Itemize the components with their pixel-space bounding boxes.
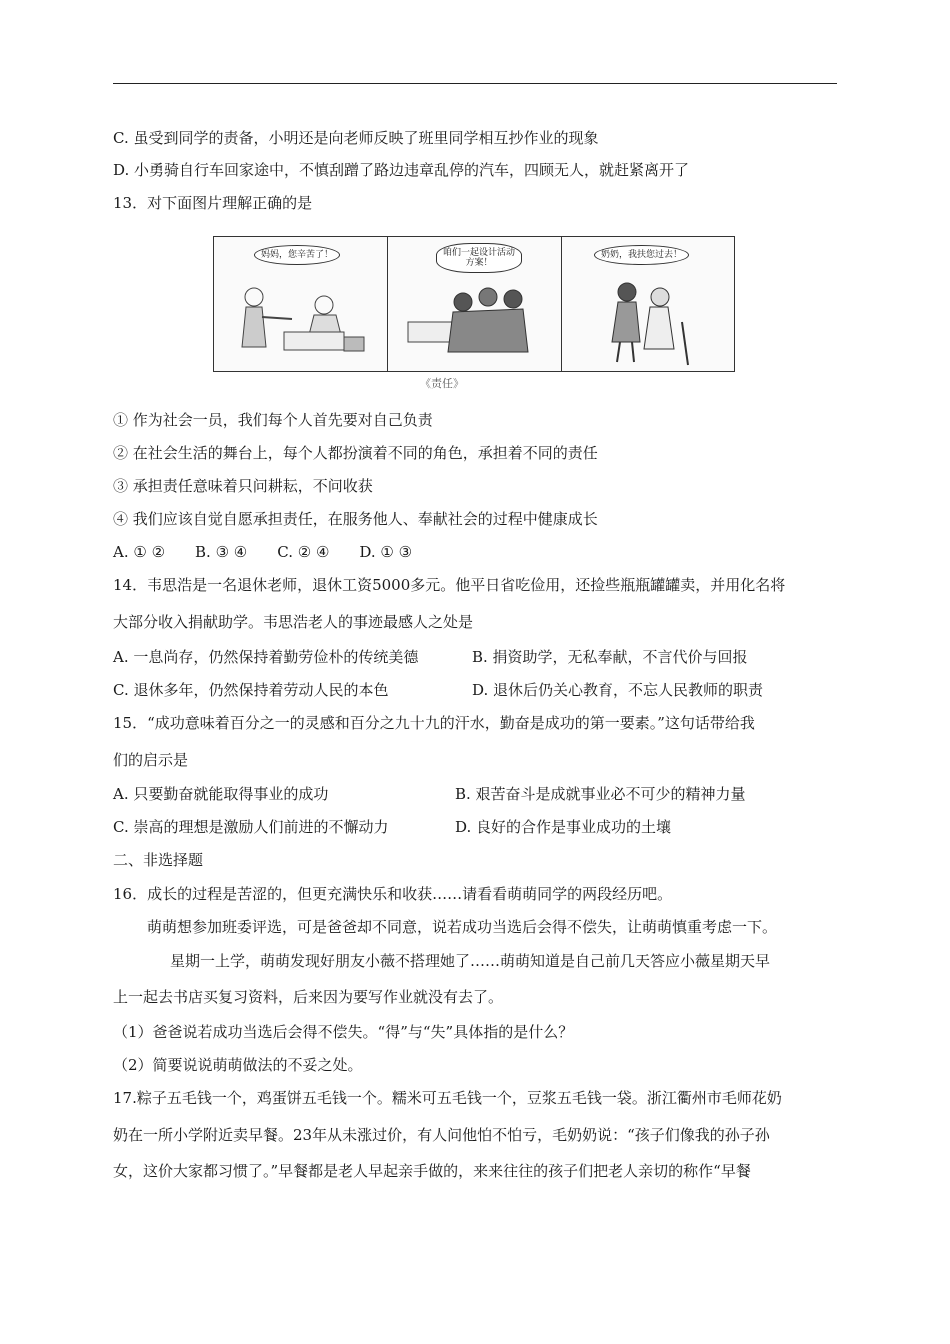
q15-stem-2: 们的启示是 [113,751,189,769]
q16-stem: 16．成长的过程是苦涩的，但更充满快乐和收获……请看看萌萌同学的两段经历吧。 [113,885,673,903]
q13-stem: 13．对下面图片理解正确的是 [113,194,313,212]
comic-drawing-2 [388,237,560,371]
statement-3: ③ 承担责任意味着只问耕耘，不问收获 [113,477,373,495]
q16-paragraph-2b: 上一起去书店买复习资料，后来因为要写作业就没有去了。 [113,988,504,1006]
q15-option-a: A. 只要勤奋就能取得事业的成功 [113,785,329,803]
q16-subquestion-1: （1）爸爸说若成功当选后会得不偿失。“得”与“失”具体指的是什么？ [113,1023,574,1041]
speech-bubble-3: 奶奶，我扶您过去！ [594,245,689,265]
speech-bubble-2: 咱们一起设计活动 方案！ [436,243,522,273]
statement-1: ① 作为社会一员，我们每个人首先要对自己负责 [113,411,433,429]
comic-panel-3 [562,237,734,371]
q14-option-a: A. 一息尚存，仍然保持着勤劳俭朴的传统美德 [113,648,419,666]
figure-caption: 《责任》 [420,377,464,390]
comic-panel-2 [388,237,562,371]
q17-line-1: 17.粽子五毛钱一个，鸡蛋饼五毛钱一个。糯米可五毛钱一个，豆浆五毛钱一袋。浙江衢州市毛师花奶 [113,1089,782,1107]
q14-option-d: D. 退休后仍关心教育，不忘人民教师的职责 [472,681,764,699]
comic-panel-1 [214,237,388,371]
statement-2: ② 在社会生活的舞台上，每个人都扮演着不同的角色，承担着不同的责任 [113,444,598,462]
q15-option-d: D. 良好的合作是事业成功的土壤 [455,818,672,836]
comic-figure [213,236,735,372]
q13-options: A. ① ② B. ③ ④ C. ② ④ D. ① ③ [113,543,413,561]
q12-option-d: D. 小勇骑自行车回家途中，不慎刮蹭了路边违章乱停的汽车，四顾无人，就赶紧离开了 [113,161,690,179]
q15-stem-1: 15．“成功意味着百分之一的灵感和百分之九十九的汗水，勤奋是成功的第一要素。”这句话带给我 [113,714,755,732]
q14-stem-2: 大部分收入捐献助学。韦思浩老人的事迹最感人之处是 [113,613,474,631]
header-rule [113,83,837,84]
statement-4: ④ 我们应该自觉自愿承担责任，在服务他人、奉献社会的过程中健康成长 [113,510,598,528]
q16-subquestion-2: （2）简要说说萌萌做法的不妥之处。 [113,1056,363,1074]
comic-drawing-1 [214,237,386,371]
q15-option-c: C. 崇高的理想是激励人们前进的不懈动力 [113,818,389,836]
q12-option-c: C. 虽受到同学的责备，小明还是向老师反映了班里同学相互抄作业的现象 [113,129,599,147]
q16-paragraph-1: 萌萌想参加班委评选，可是爸爸却不同意，说若成功当选后会得不偿失，让萌萌慎重考虑一下。 [147,918,778,936]
q14-option-c: C. 退休多年，仍然保持着劳动人民的本色 [113,681,389,699]
q15-option-b: B. 艰苦奋斗是成就事业必不可少的精神力量 [455,785,746,803]
section-heading: 二、非选择题 [113,851,204,869]
comic-drawing-3 [562,237,734,371]
q17-line-3: 女，这价大家都习惯了。”早餐都是老人早起亲手做的，来来往往的孩子们把老人亲切的称作“早餐 [113,1162,751,1180]
q14-option-b: B. 捐资助学，无私奉献，不言代价与回报 [472,648,748,666]
q14-stem-1: 14．韦思浩是一名退休老师，退休工资5000多元。他平日省吃俭用，还捡些瓶瓶罐罐卖，并用化名将 [113,576,786,594]
speech-bubble-1: 妈妈，您辛苦了！ [254,245,340,265]
q16-paragraph-2a: 星期一上学，萌萌发现好朋友小薇不搭理她了……萌萌知道是自己前几天答应小薇星期天早 [170,952,771,970]
q17-line-2: 奶在一所小学附近卖早餐。23年从未涨过价，有人问他怕不怕亏，毛奶奶说：“孩子们像我的孙子孙 [113,1126,770,1144]
